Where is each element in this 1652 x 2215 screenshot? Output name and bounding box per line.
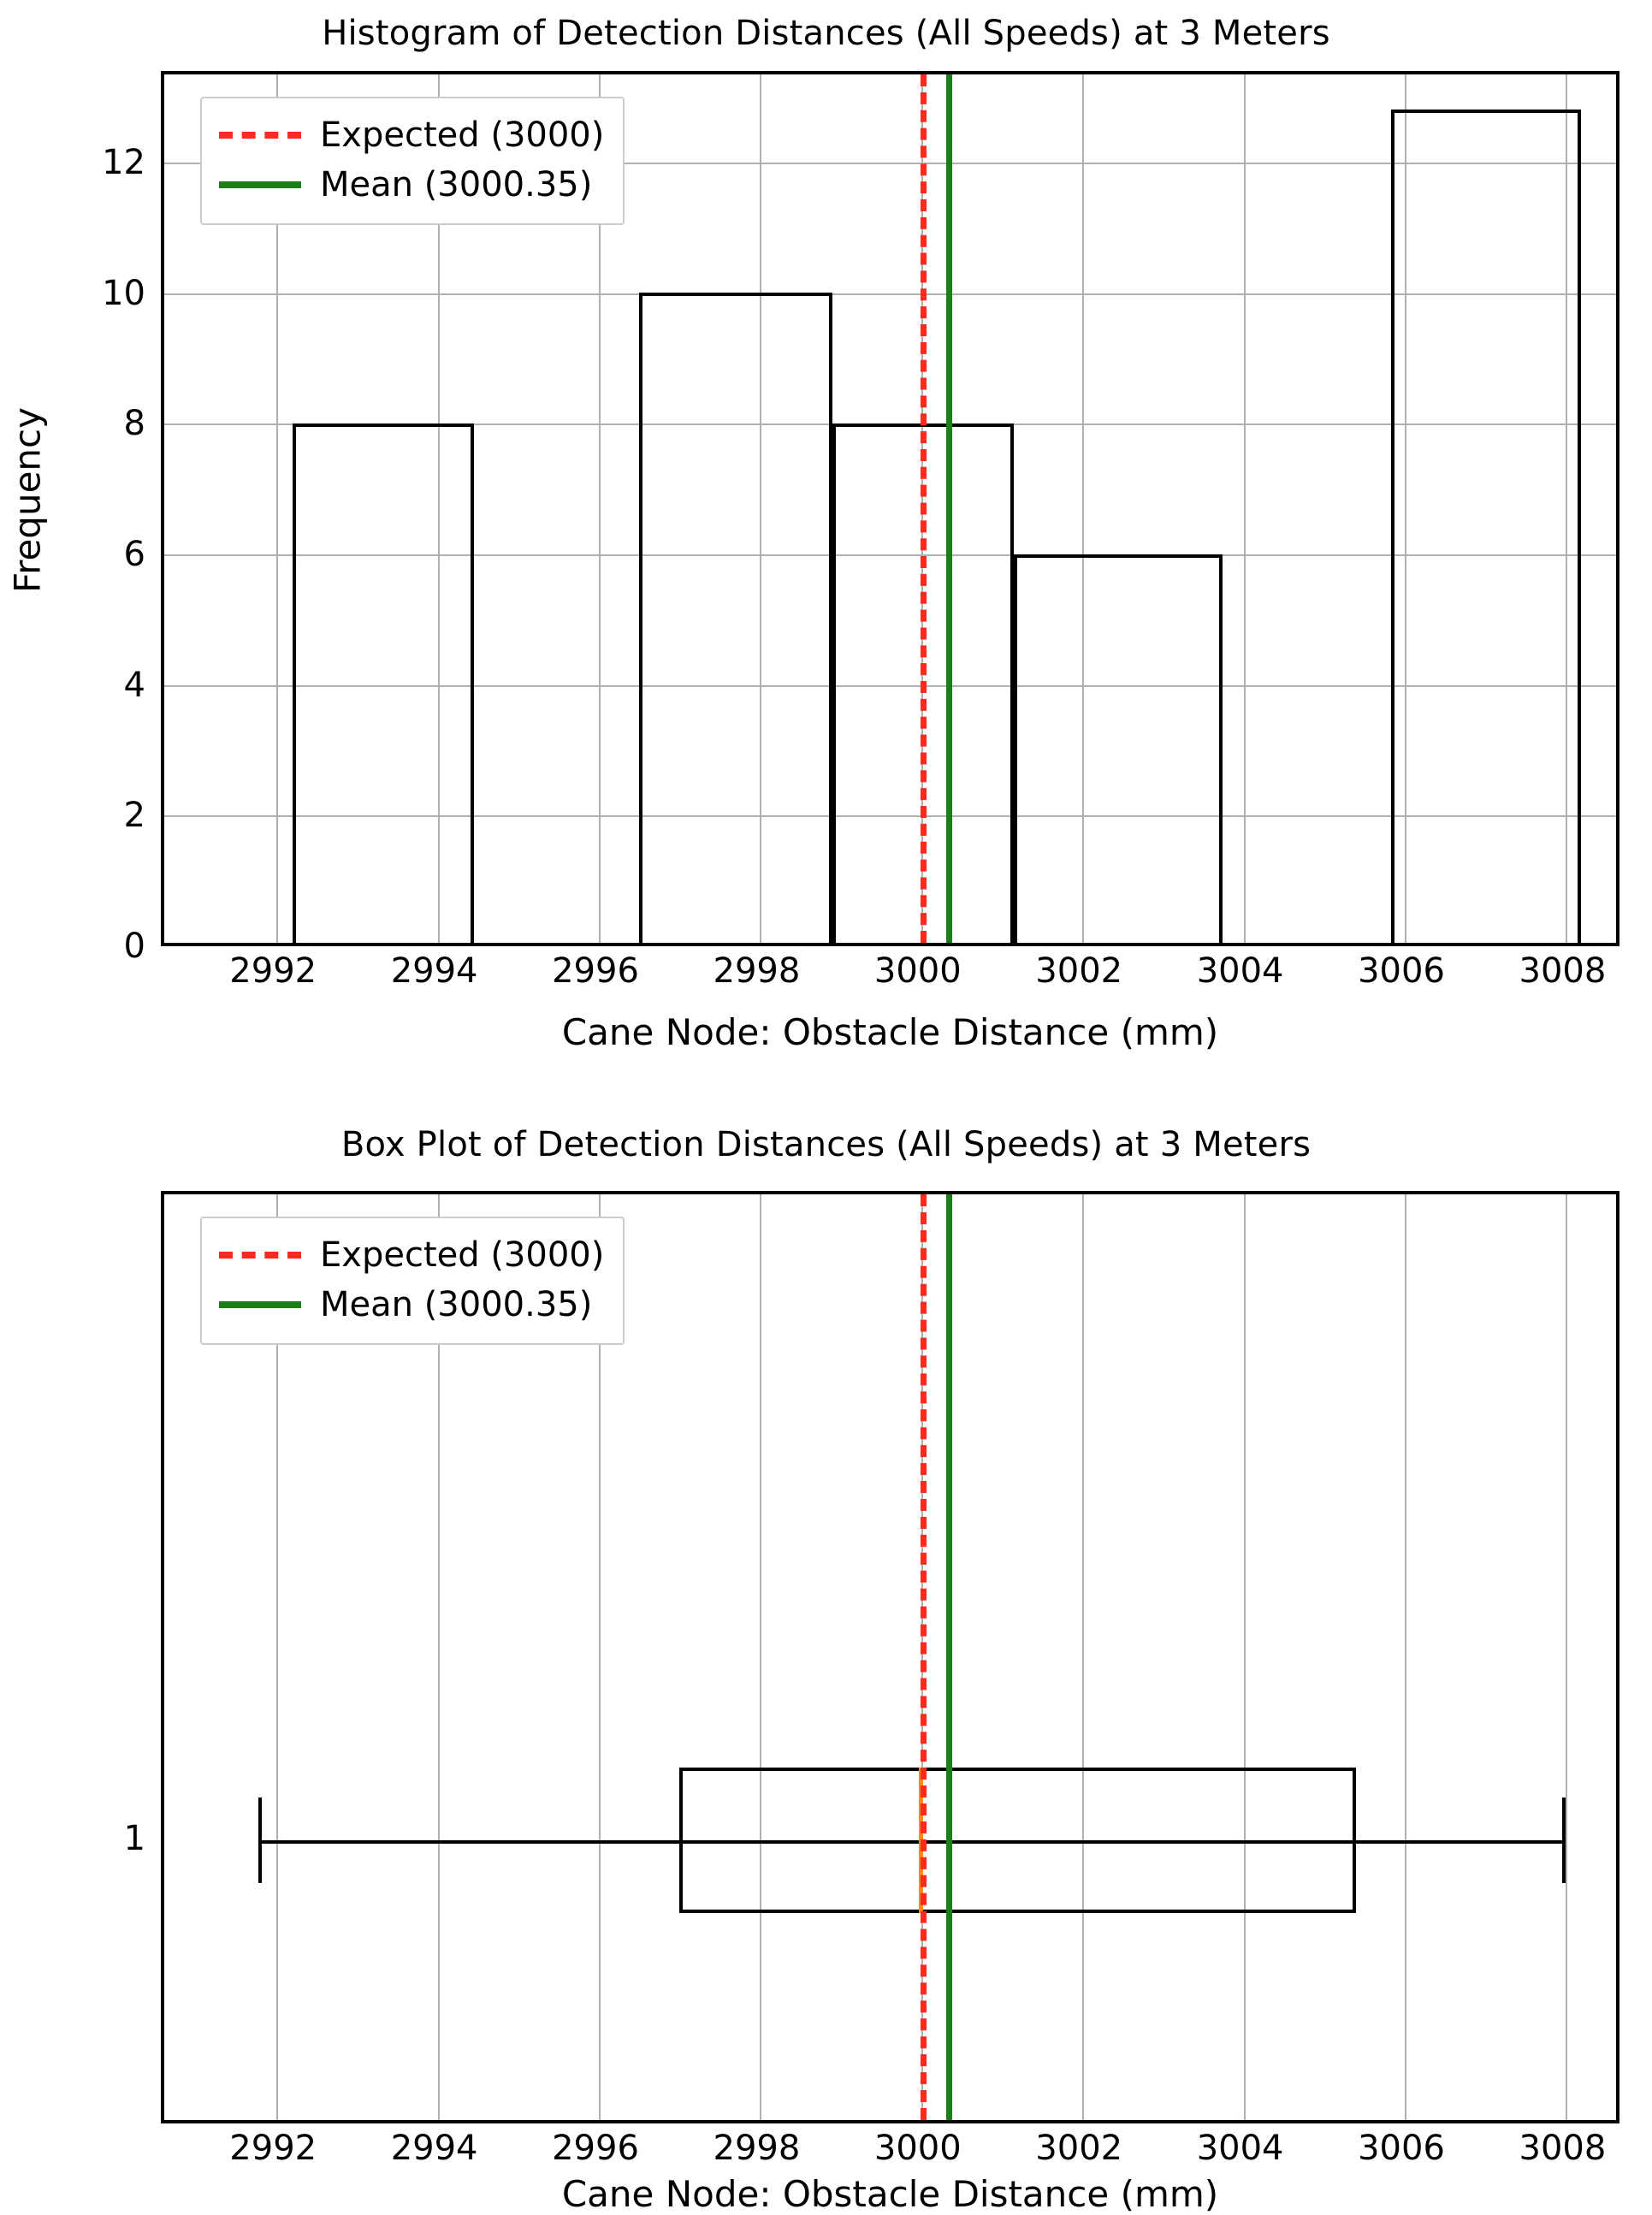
solid-line-swatch-icon bbox=[219, 1301, 301, 1308]
y-tick: 0 bbox=[123, 927, 145, 966]
x-tick: 2996 bbox=[552, 2129, 639, 2168]
solid-line-swatch-icon bbox=[219, 181, 301, 188]
histogram-title: Histogram of Detection Distances (All Speeds) at 3 Meters bbox=[322, 14, 1330, 53]
histogram-figure bbox=[0, 0, 1652, 1104]
x-tick: 3008 bbox=[1519, 951, 1607, 991]
x-tick: 3004 bbox=[1196, 951, 1284, 991]
boxplot-x-axis-label: Cane Node: Obstacle Distance (mm) bbox=[561, 2173, 1219, 2215]
gridline-vertical bbox=[760, 1194, 761, 2120]
legend-entry-expected bbox=[219, 1230, 604, 1280]
x-tick: 3002 bbox=[1035, 951, 1123, 991]
x-tick: 2998 bbox=[713, 2129, 801, 2168]
x-tick: 3006 bbox=[1358, 951, 1445, 991]
boxplot-legend bbox=[200, 1217, 625, 1345]
boxplot-box bbox=[679, 1768, 1356, 1913]
boxplot-plot-area bbox=[161, 1191, 1619, 2123]
boxplot-whisker-cap bbox=[1562, 1797, 1566, 1883]
x-tick: 3000 bbox=[873, 951, 962, 991]
y-tick: 8 bbox=[123, 404, 145, 444]
y-tick: 10 bbox=[102, 273, 145, 313]
boxplot-title: Box Plot of Detection Distances (All Speeds) at 3 Meters bbox=[340, 1125, 1312, 1164]
legend-label: Expected (3000) bbox=[320, 1235, 605, 1275]
gridline-vertical bbox=[1244, 74, 1246, 943]
gridline-vertical bbox=[1082, 1194, 1084, 2120]
x-tick: 2992 bbox=[229, 2129, 317, 2168]
dashed-line-swatch-icon bbox=[219, 132, 301, 139]
legend-entry-mean bbox=[219, 1280, 604, 1330]
y-tick: 6 bbox=[123, 535, 145, 575]
histogram-bar bbox=[1391, 110, 1581, 946]
legend-label: Mean (3000.35) bbox=[320, 1285, 593, 1324]
gridline-vertical bbox=[1405, 1194, 1406, 2120]
histogram-y-axis-label: Frequency bbox=[6, 407, 49, 593]
y-tick: 1 bbox=[123, 1819, 145, 1858]
mean-reference-line bbox=[946, 74, 952, 943]
x-tick: 2992 bbox=[229, 951, 317, 991]
histogram-x-axis-label: Cane Node: Obstacle Distance (mm) bbox=[561, 1011, 1219, 1053]
histogram-bar bbox=[1014, 554, 1223, 946]
legend-label: Expected (3000) bbox=[320, 115, 605, 155]
histogram-plot-area bbox=[161, 71, 1619, 946]
y-tick: 2 bbox=[123, 796, 145, 836]
expected-reference-line bbox=[921, 74, 927, 943]
x-tick: 2998 bbox=[713, 951, 801, 991]
x-tick: 3002 bbox=[1035, 2129, 1123, 2168]
mean-reference-line bbox=[946, 1194, 952, 2120]
y-tick: 4 bbox=[123, 665, 145, 705]
boxplot-y-ticks bbox=[43, 1191, 145, 2123]
x-tick: 2996 bbox=[552, 951, 639, 991]
y-tick: 12 bbox=[102, 143, 145, 183]
gridline-vertical bbox=[1244, 1194, 1246, 2120]
x-tick: 2994 bbox=[390, 951, 478, 991]
x-tick: 3006 bbox=[1358, 2129, 1445, 2168]
x-tick: 3008 bbox=[1519, 2129, 1607, 2168]
boxplot-whisker-cap bbox=[258, 1797, 262, 1883]
dashed-line-swatch-icon bbox=[219, 1252, 301, 1259]
x-tick: 2994 bbox=[390, 2129, 478, 2168]
boxplot-x-ticks bbox=[161, 2129, 1619, 2171]
histogram-bar bbox=[639, 293, 832, 946]
gridline-vertical bbox=[1566, 1194, 1567, 2120]
histogram-bar bbox=[293, 423, 474, 946]
expected-reference-line bbox=[921, 1194, 927, 2120]
legend-entry-expected bbox=[219, 110, 604, 160]
histogram-x-ticks bbox=[161, 951, 1619, 994]
histogram-legend bbox=[200, 97, 625, 225]
histogram-y-ticks bbox=[43, 71, 145, 966]
legend-entry-mean bbox=[219, 160, 604, 210]
legend-label: Mean (3000.35) bbox=[320, 165, 593, 204]
x-tick: 3000 bbox=[873, 2129, 962, 2168]
x-tick: 3004 bbox=[1196, 2129, 1284, 2168]
